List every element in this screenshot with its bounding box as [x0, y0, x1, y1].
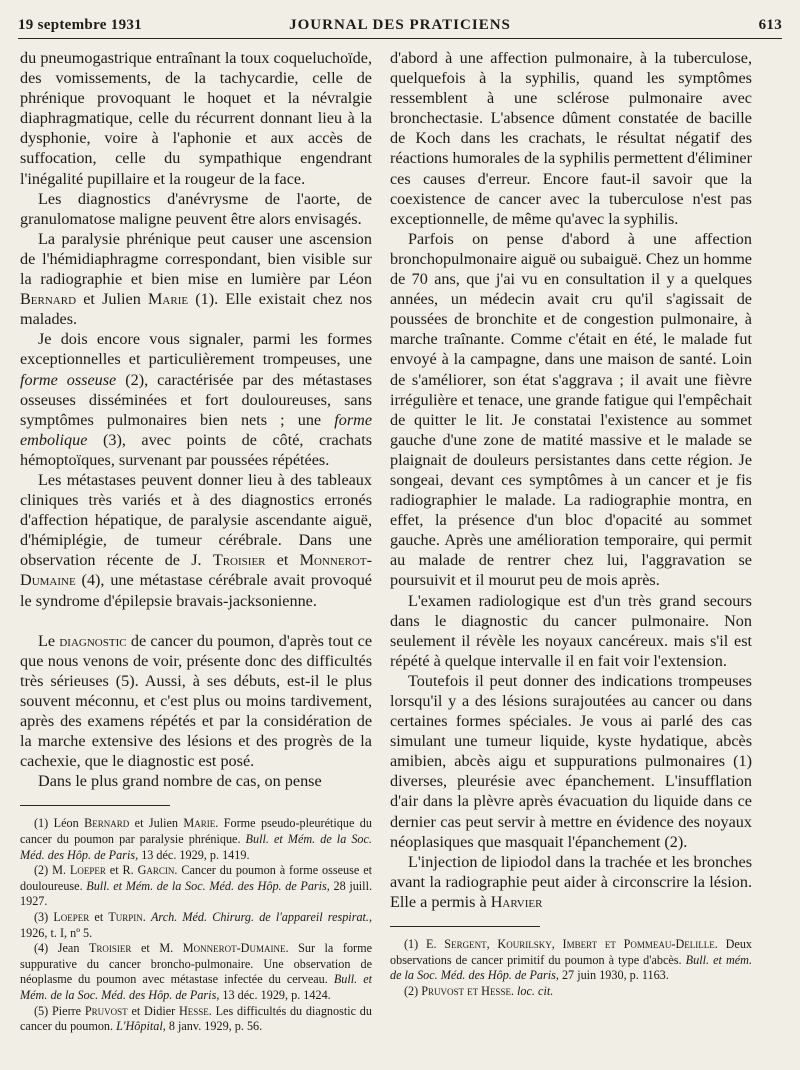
italic-term: forme embolique — [20, 410, 372, 449]
journal-citation: Bull. et Mém. de la Soc. Méd. des Hôp. de Paris — [20, 831, 372, 862]
text-run: , 8 janv. 1929, p. 56. — [162, 1019, 263, 1034]
footnote — [390, 937, 752, 984]
footnote-rule — [20, 805, 170, 806]
footnote-rule — [390, 926, 540, 927]
text-run: (5) Pierre — [34, 1003, 85, 1018]
author-name: Pruvost et Hesse — [421, 983, 511, 998]
text-run: (2) M. — [34, 863, 70, 878]
text-run: et Didier — [127, 1003, 179, 1018]
text-run: Les métastases peuvent donner lieu à des tableaux cliniques très variés et à des diagnostics erronés d'affection hépatique, de paralysie ascendante aiguë, d'hémiplégie, de tumeur cérébrale. Dans une observation récente de J. — [20, 470, 372, 570]
running-header — [18, 14, 782, 39]
paragraph: Parfois on pense d'abord à une affection bronchopulmonaire aiguë ou subaiguë. Chez un homme de 70 ans, que j'ai vu en consultation il y a quelques années, un médecin avait cru qu'il s'agissait de poussées de bronchite et de congestion pulmonaire, à marche traînante. Comme c'était en été, le malade fut envoyé à la campagne, dans une maison de santé. Loin de s'améliorer, son état s'aggrava ; il avait une fièvre irrégulière et tenace, une grande fatigue qui l'empêchait de quitter le lit. Je constatai l'existence au sommet gauche d'une zone de matité massive et le malade se plaignait de douleurs persistantes dans cette région. Je songeai, devant ces symptômes à un cancer et je fis radiographier le malade. La radiographie montra, en effet, la présence d'un bloc d'opacité au sommet gauche. Après une amélioration temporaire, qui permit au malade de rentrer chez lui, l'aggravation se poursuivit et il mourut peu de mois après. — [390, 229, 752, 590]
text-run: , 1926, t. I, nº 5. — [20, 909, 373, 940]
journal-citation: Bull. et Mém. de la Soc. Méd. des Hôp. de Paris — [20, 972, 372, 1002]
text-run: . — [510, 983, 518, 998]
author-name: Troisier — [88, 941, 132, 956]
text-run: (2), caractérisée par des métastases osseuses disséminées et fort douloureuses, sans symptômes pulmonaires bien nets ; une — [20, 370, 372, 429]
text-run: (1) Léon — [34, 816, 85, 831]
text-run: L'injection de lipiodol dans la trachée et les bronches avant la radiographie peut aider à circonscrire la lésion. Elle a permis à — [390, 852, 752, 911]
text-run: (2) — [404, 983, 422, 998]
text-run: et Julien — [76, 290, 149, 309]
page-number: 613 — [758, 17, 782, 33]
journal-title: JOURNAL DES PRATICIENS — [289, 17, 511, 33]
author-name: Harvier — [490, 892, 543, 911]
journal-citation: Bull. et mém. de la Soc. Méd. des Hôp. de Paris — [390, 952, 752, 983]
text-run: de cancer du poumon, d'après tout ce que nous venons de voir, présente donc des difficultés très sérieuses (5). Aussi, à ses débuts, est-il le plus souvent méconnu, et c'est plus ou moins tardivement, après des examens répétés et par la considération de la marche extensive des lésions et des progrès de la cachexie, que le diagnostic est posé. — [20, 631, 373, 771]
text-run: . Forme pseudo-pleurétique du cancer du poumon par paralysie phrénique. — [20, 816, 372, 846]
author-name: Marie — [183, 816, 216, 831]
text-run: . Sur la forme suppurative du cancer broncho-pulmonaire. Une observation de néoplasme du poumon avec métastase infectée du cerveau. — [20, 941, 372, 987]
author-name: Monnerot-Dumaine — [182, 941, 286, 956]
paragraph: d'abord à une affection pulmonaire, à la tuberculose, quelquefois à la syphilis, quand les symptômes ressemblent à une sclérose pulmonaire avec bronchectasie. L'absence dûment constatée de bacille de Koch dans les crachats, le résultat négatif des réactions humorales de la syphilis permettent d'éliminer ces causes d'erreur. Encore faut-il savoir que la coexistence de cancer avec la tuberculose n'est pas exceptionnelle, de même qu'avec la syphilis. — [390, 49, 752, 228]
text-run: . Les difficultés du diagnostic du cancer du poumon. — [20, 1003, 372, 1034]
footnotes — [20, 816, 372, 1034]
text-run: et Julien — [129, 816, 184, 831]
text-run: La paralysie phrénique peut causer une ascension de l'hémidiaphragme correspondant, bien visible sur la radiographie et bien mise en lumière par Léon — [20, 229, 372, 289]
author-name: Sergent, Kourilsky, Imbert et Pommeau-Delille — [444, 937, 715, 952]
text-run: Le — [38, 631, 60, 650]
paragraph: Les diagnostics d'anévrysme de l'aorte, de granulomatose maligne peuvent être alors envisagés. — [20, 189, 372, 228]
text-run: , 28 juill. 1927. — [20, 878, 373, 909]
text-run: , 27 juin 1930, p. 1163. — [555, 968, 669, 983]
author-name: Garcin — [137, 863, 175, 878]
author-name: Monnerot-Dumaine — [20, 551, 372, 590]
author-name: Loeper — [53, 909, 90, 924]
text-run: Je dois encore vous signaler, parmi les formes exceptionnelles et particulièrement trompeuses, une — [20, 330, 372, 369]
text-run: (1). Elle existait chez nos malades. — [20, 290, 372, 329]
footnotes — [390, 937, 752, 999]
footnote — [20, 863, 372, 910]
paragraph — [390, 852, 752, 912]
journal-citation: Arch. Méd. Chirurg. de l'appareil respirat. — [150, 909, 369, 924]
text-run: et — [265, 551, 300, 570]
footnote — [20, 910, 372, 941]
text-run: . Deux observations de cancer primitif du poumon à type d'abcès. — [390, 937, 753, 967]
paragraph: L'examen radiologique est d'un très grand secours dans le diagnostic du cancer pulmonaire. Non seulement il révèle les noyaux cancéreux. mais s'il est répété à quelque intervalle il en fait voir l'extension. — [390, 591, 752, 670]
text-run: (3) — [34, 909, 54, 924]
left-column — [20, 48, 372, 1035]
author-name: Bernard — [84, 816, 130, 831]
text-run: et R. — [105, 863, 138, 878]
author-name: Hesse — [178, 1003, 209, 1018]
journal-citation: Bull. et Mém. de la Soc. Méd. des Hôp. de Paris — [86, 878, 327, 893]
issue-date: 19 septembre 1931 — [18, 17, 142, 33]
author-name: Turpin — [108, 909, 143, 924]
italic-term: forme osseuse — [20, 370, 117, 389]
text-run: (4), une métastase cérébrale avait provoqué le syndrome d'épilepsie bravais-jacksonienne. — [20, 571, 372, 610]
paragraph — [20, 470, 372, 611]
footnote — [20, 941, 372, 1003]
text-run: , 13 déc. 1929, p. 1419. — [135, 847, 250, 862]
paragraph — [20, 329, 372, 470]
right-column — [390, 48, 752, 999]
author-name: Marie — [148, 290, 189, 309]
author-name: Pruvost — [84, 1003, 128, 1018]
paragraph: du pneumogastrique entraînant la toux coqueluchoïde, des vomissements, de la tachycardie, celle de phrénique provoquant le hoquet et la névralgie diaphragmatique, celle du récurrent donnant lieu à la dysphonie, voire à l'aphonie et aux accès de suffocation, celle du sympathique engendrant l'inégalité pupillaire et la rougeur de la face. — [20, 49, 372, 188]
text-run: et — [89, 909, 109, 924]
footnote — [390, 984, 752, 1000]
author-name: Bernard — [20, 290, 77, 309]
author-name: Loeper — [69, 863, 106, 878]
text-run: (1) E. — [404, 937, 445, 952]
paragraph — [20, 229, 372, 329]
paragraph — [20, 631, 372, 772]
footnote — [20, 1004, 372, 1035]
text-run: (3), avec points de côté, crachats hémoptoïques, survenant par poussées répétées. — [20, 430, 372, 469]
author-name: Troisier — [212, 551, 266, 570]
journal-citation: loc. cit. — [517, 983, 554, 998]
text-run: . Cancer du poumon à forme osseuse et douloureuse. — [20, 863, 372, 893]
text-run: (4) Jean — [34, 941, 89, 956]
text-run: , 13 déc. 1929, p. 1424. — [216, 987, 331, 1002]
section-keyword: diagnostic — [59, 631, 127, 650]
text-run: et M. — [131, 941, 183, 956]
paragraph: Toutefois il peut donner des indications trompeuses lorsqu'il y a des lésions surajoutées au cancer ou dans certaines formes spéciales. Je vous ai parlé des cas simulant une tumeur liquide, kyste hydatique, abcès amibien, abcès aigu et suppurations pulmonaires (1) diverses, pleurésie avec épanchement. L'insufflation d'air dans la plèvre après évacuation du liquide dans ce dernier cas peut servir à mettre en évidence des noyaux néoplasiques que masquait l'épanchement (2). — [390, 671, 752, 851]
journal-citation: L'Hôpital — [116, 1019, 163, 1034]
paragraph: Dans le plus grand nombre de cas, on pense — [38, 772, 322, 791]
footnote — [20, 816, 372, 863]
text-run: . — [142, 909, 151, 924]
